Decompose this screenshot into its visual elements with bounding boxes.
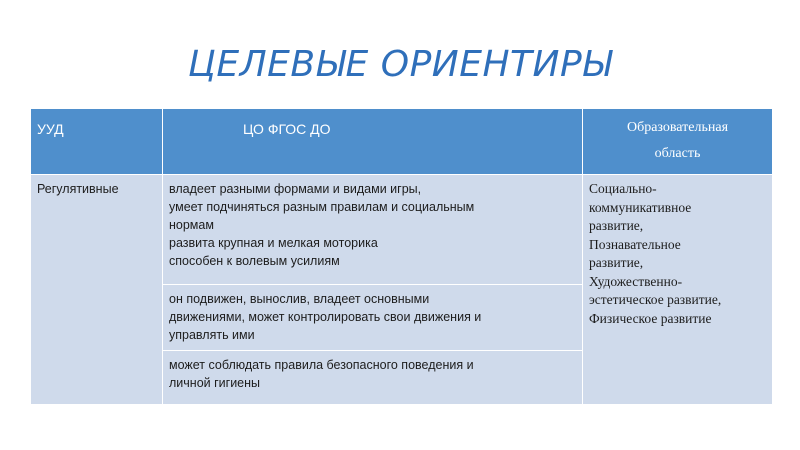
- co-item-1-line-2: умеет подчиняться разным правилам и социальным: [169, 200, 475, 214]
- area-line-2: коммуникативное: [589, 199, 692, 215]
- area-line-1: Социально-: [589, 181, 657, 196]
- co-item-2: [163, 285, 583, 351]
- area-line-5: развитие,: [589, 255, 644, 270]
- co-item-3-line-1: может соблюдать правила безопасного поведения и: [169, 358, 474, 372]
- area-line-3: развитие,: [589, 218, 644, 233]
- co-item-3: [163, 351, 583, 405]
- area-line-4: Познавательное: [589, 236, 681, 252]
- co-item-2-line-3: управлять ими: [169, 328, 255, 342]
- area-line-8: Физическое развитие: [589, 310, 712, 326]
- co-item-1-line-1: владеет разными формами и видами игры,: [169, 182, 422, 196]
- table-row: [31, 175, 773, 285]
- co-item-1: [163, 175, 583, 285]
- header-educational-area: [583, 109, 773, 175]
- area-line-7: эстетическое развитие,: [589, 292, 722, 307]
- header-uud: УУД: [31, 109, 163, 175]
- area-line-6: Художественно-: [589, 273, 683, 289]
- header-area-line-2: область: [654, 146, 701, 161]
- table-header-row: [31, 109, 773, 175]
- header-area-line-1: Образовательная: [626, 120, 729, 135]
- co-item-1-line-5: способен к волевым усилиям: [169, 254, 340, 268]
- areas-cell: [583, 175, 773, 405]
- co-item-2-line-1: он подвижен, вынослив, владеет основными: [169, 292, 430, 306]
- targets-table: [30, 108, 773, 405]
- co-item-2-line-2: движениями, может контролировать свои движения и: [169, 310, 482, 324]
- header-co-fgos: ЦО ФГОС ДО: [163, 109, 583, 175]
- page-title: ЦЕЛЕВЫЕ ОРИЕНТИРЫ: [187, 44, 613, 85]
- co-item-1-line-4: развита крупная и мелкая моторика: [169, 236, 378, 250]
- uud-cell: Регулятивные: [31, 175, 163, 405]
- co-item-1-line-3: нормам: [169, 218, 214, 232]
- co-item-3-line-2: личной гигиены: [169, 376, 261, 390]
